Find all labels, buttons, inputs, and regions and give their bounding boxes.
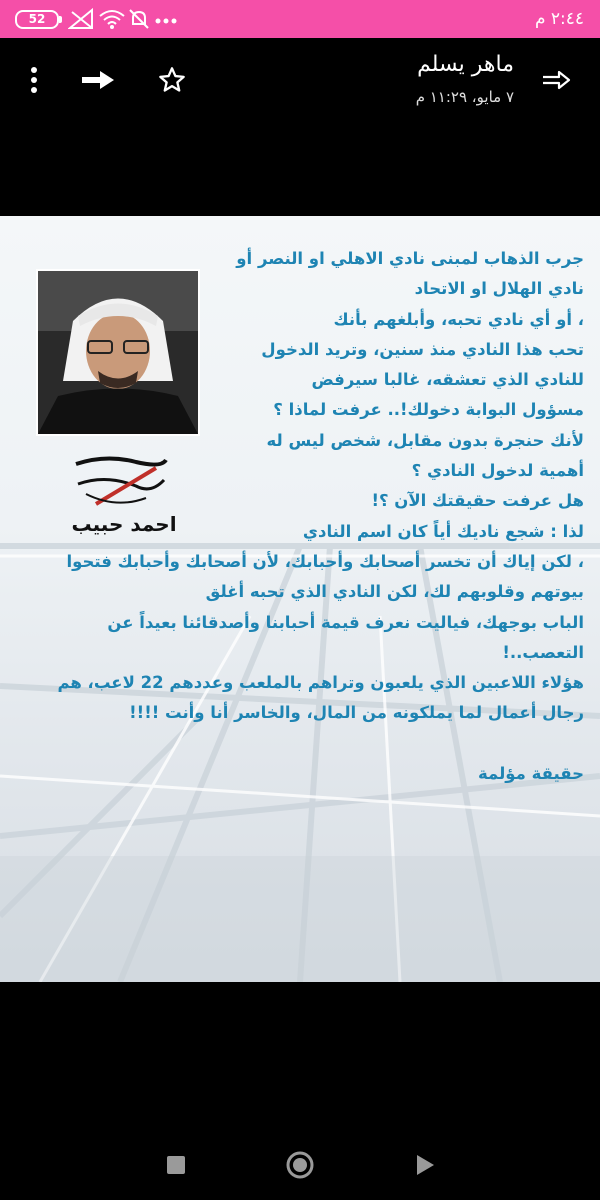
- more-notifications-icon: [154, 8, 180, 30]
- text-line: رجال أعمال لما يملكونه من المال، والخاسر أنا وأنت !!!!: [129, 703, 584, 723]
- closing-line: حقيقة مؤلمة: [478, 763, 584, 783]
- article-text: [24, 244, 584, 789]
- text-line: بيوتهم وقلوبهم لك، لكن النادي الذي تحبه أغلق: [205, 582, 584, 602]
- text-line: أهمية لدخول النادي ؟: [411, 461, 584, 481]
- message-image[interactable]: [0, 216, 600, 982]
- text-line: هؤلاء اللاعبين الذي يلعبون وتراهم بالملعب وعددهم 22 لاعب، هم: [57, 673, 584, 693]
- message-date: ٧ مايو، ١١:٢٩ م: [415, 88, 514, 106]
- battery-level: 52: [28, 12, 46, 26]
- notifications-off-icon: [128, 8, 150, 30]
- battery-indicator: [15, 10, 59, 29]
- recents-button[interactable]: [159, 1148, 193, 1182]
- text-line: لذا : شجع ناديك أياً كان اسم النادي: [302, 521, 584, 541]
- text-line: لأنك حنجرة بدون مقابل، شخص ليس له: [266, 430, 584, 450]
- status-time: ٢:٤٤ م: [534, 9, 584, 29]
- wifi-icon: [98, 8, 126, 30]
- text-line: نادي الهلال او الاتحاد: [414, 279, 584, 299]
- text-line: التعصب..!: [502, 642, 584, 662]
- home-circle-icon: [285, 1150, 315, 1180]
- back-button[interactable]: [408, 1148, 442, 1182]
- more-vert-icon[interactable]: [16, 62, 52, 98]
- text-line: ، لكن إياك أن تخسر أصحابك وأحبابك، لأن أصحابك وأحبابك فتحوا: [66, 551, 584, 571]
- text-line: الباب بوجهك، فياليت نعرف قيمة أحبابنا وأصدقائنا بعيداً عن: [107, 612, 584, 632]
- text-line: ، أو أي نادي تحبه، وأبلغهم بأنك: [333, 309, 584, 329]
- signal-icon: [68, 8, 96, 30]
- text-line: تحب هذا النادي منذ سنين، وتريد الدخول: [261, 339, 584, 359]
- sender-name: ماهر يسلم: [417, 52, 514, 77]
- forward-arrow-icon[interactable]: [80, 62, 116, 98]
- author-name: احمد حبيب: [71, 512, 177, 536]
- text-line: مسؤول البوابة دخولك!.. عرفت لماذا ؟: [273, 400, 584, 420]
- square-icon: [166, 1155, 186, 1175]
- play-triangle-icon: [415, 1154, 435, 1176]
- star-icon[interactable]: [154, 62, 190, 98]
- text-line: للنادي الذي تعشقه، غالبا سيرفض: [311, 370, 584, 390]
- message-toolbar: [0, 38, 600, 122]
- share-arrow-icon[interactable]: [538, 62, 574, 98]
- text-line: جرب الذهاب لمبنى نادي الاهلي او النصر أو: [236, 249, 584, 268]
- home-button[interactable]: [283, 1148, 317, 1182]
- text-line: هل عرفت حقيقتك الآن ؟!: [371, 491, 584, 511]
- navigation-bar: [0, 1130, 600, 1200]
- status-bar: [0, 0, 600, 38]
